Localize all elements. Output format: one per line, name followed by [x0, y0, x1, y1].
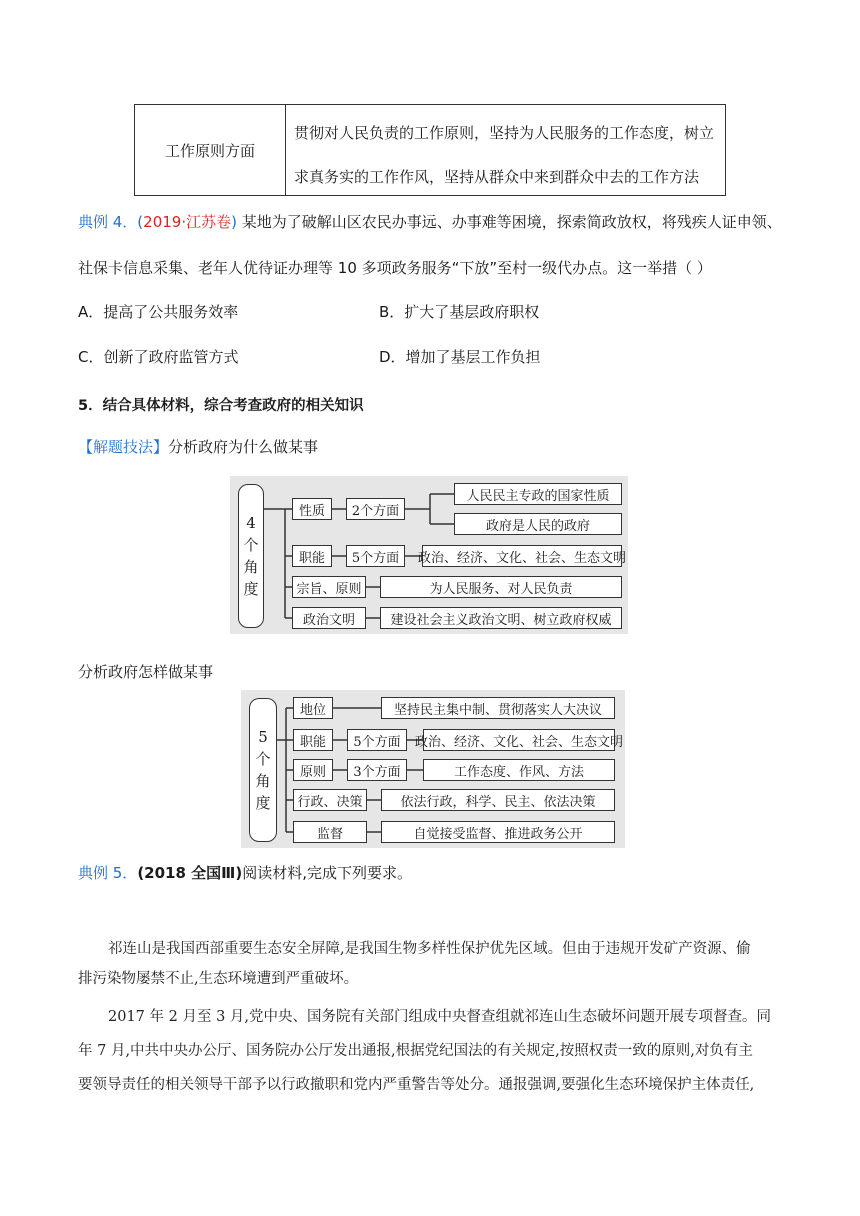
nature-count-box: 2个方面: [346, 498, 405, 520]
option-d: D．增加了基层工作负担: [379, 348, 541, 366]
option-c: C．创新了政府监管方式: [78, 348, 239, 366]
why-side-label: [238, 484, 264, 628]
example4-suffix: ): [231, 213, 237, 231]
function-box: 职能: [293, 729, 333, 751]
politics-items-box: 建设社会主义政治文明、树立政府权威: [380, 607, 622, 629]
example4-source: 2019·江苏卷: [143, 213, 232, 231]
nature-item-box: 政府是人民的政府: [454, 513, 622, 535]
purpose-items-box: 为人民服务、对人民负责: [380, 576, 622, 598]
admin-box: 行政、决策: [293, 789, 367, 811]
why-side-char: 个: [243, 536, 259, 554]
supervision-items-box: 自觉接受监督、推进政务公开: [381, 821, 615, 843]
how-side-label: [249, 698, 277, 842]
principle-label: 工作原则方面: [135, 105, 286, 195]
why-side-char: 角: [243, 558, 259, 576]
purpose-box: 宗旨、原则: [292, 576, 366, 598]
function-items-box: 政治、经济、文化、社会、生态文明: [422, 545, 622, 567]
example5-line: [78, 862, 412, 883]
status-box: 地位: [293, 697, 333, 719]
how-side-char: 角: [255, 772, 271, 790]
passage-p1-line1: 祁连山是我国西部重要生态安全屏障,是我国生物多样性保护优先区域。但由于违规开发矿产资源、偷: [108, 941, 751, 957]
principle-content: [286, 105, 725, 195]
admin-items-box: 依法行政，科学、民主、依法决策: [381, 789, 615, 811]
example4-line1: [78, 211, 782, 232]
passage-p2-line3: 要领导责任的相关领导干部予以行政撤职和党内严重警告等处分。通报强调,要强化生态环境保护主体责任,: [78, 1077, 755, 1093]
example4-text: 某地为了破解山区农民办事远、办事难等困境，探索简政放权，将残疾人证申领、: [236, 213, 782, 231]
function-count-box: 5个方面: [347, 729, 407, 751]
why-diagram: [230, 476, 628, 634]
principle-count-box: 3个方面: [347, 759, 407, 781]
example5-text: 阅读材料,完成下列要求。: [242, 864, 412, 882]
example5-source: (2018 全国Ⅲ): [137, 864, 243, 882]
principle-line-1: 贯彻对人民负责的工作原则，坚持为人民服务的工作态度，树立: [294, 124, 715, 142]
how-side-char: 个: [255, 750, 271, 768]
how-side-char: 5: [258, 728, 268, 746]
principle-items-box: 工作态度、作风、方法: [423, 759, 615, 781]
option-b: B．扩大了基层政府职权: [379, 303, 540, 321]
principle-box: 原则: [293, 759, 333, 781]
function-box: 职能: [292, 545, 332, 567]
principle-table: [134, 104, 726, 196]
principle-line-2: 求真务实的工作作风，坚持从群众中来到群众中去的工作方法: [294, 168, 700, 186]
example4-line2: 社保卡信息采集、老年人优待证办理等 10 多项政务服务“下放”至村一级代办点。这一举措（ ）: [78, 259, 712, 277]
how-side-char: 度: [255, 794, 271, 812]
how-diagram: [241, 690, 625, 848]
supervision-box: 监督: [293, 821, 367, 843]
passage-p2-line2: 年 7 月,中共中央办公厅、国务院办公厅发出通报,根据党纪国法的有关规定,按照权责一致的原则,对负有主: [78, 1043, 753, 1059]
function-items-box: 政治、经济、文化、社会、生态文明: [423, 729, 615, 751]
function-count-box: 5个方面: [346, 545, 405, 567]
why-side-char: 4: [246, 514, 256, 532]
tip-tag: 【解题技法】: [78, 438, 169, 456]
how-heading: 分析政府怎样做某事: [78, 663, 214, 681]
example5-prefix: 典例 5．: [78, 864, 138, 882]
status-items-box: 坚持民主集中制、贯彻落实人大决议: [381, 697, 615, 719]
example4-prefix: 典例 4．(: [78, 213, 144, 231]
section5-heading: 5．结合具体材料，综合考查政府的相关知识: [78, 398, 364, 414]
politics-box: 政治文明: [292, 607, 366, 629]
option-a: A．提高了公共服务效率: [78, 303, 239, 321]
tip-text: 分析政府为什么做某事: [168, 438, 319, 456]
passage-p1-line2: 排污染物屡禁不止,生态环境遭到严重破坏。: [78, 971, 359, 987]
nature-box: 性质: [292, 498, 332, 520]
passage-p2-line1: 2017 年 2 月至 3 月,党中央、国务院有关部门组成中央督查组就祁连山生态破坏问题开展专项督查。同: [108, 1009, 772, 1025]
tip-line: [78, 436, 318, 457]
why-side-char: 度: [243, 580, 259, 598]
nature-item-box: 人民民主专政的国家性质: [454, 483, 622, 505]
